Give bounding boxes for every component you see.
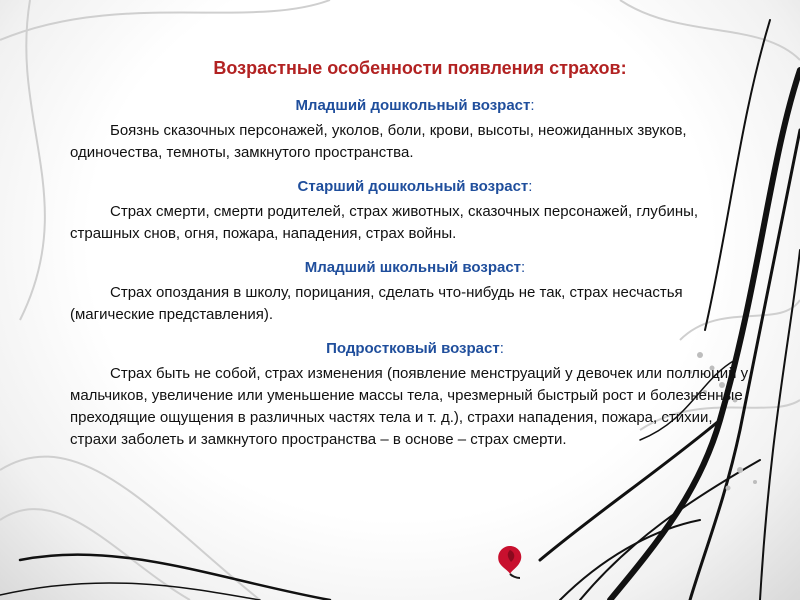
section-senior-preschool [70,178,760,245]
section-heading-colon: : [521,259,526,276]
section-text: Страх быть не собой, страх изменения (появление менструаций у девочек или поллюций у мальчиков, увеличение или уменьшение массы тела, чрезмерный быстрый рост и болезненные преходящие ощущения в различных частях тела и т. д.), страхи нападения, пожара, стихии, страхи заболеть и замкнутого пространства – в основе – страх смерти. [70,365,749,448]
section-heading [70,97,760,114]
section-heading-text: Младший школьный возраст [304,259,522,276]
section-heading [70,178,760,195]
section-junior-school [70,259,760,326]
section-heading-colon: : [499,340,504,357]
section-heading [70,340,760,357]
section-adolescent [70,340,760,451]
section-junior-preschool [70,97,760,164]
section-heading-colon: : [528,178,533,195]
section-heading-colon: : [530,97,535,114]
rose-icon [490,540,530,580]
section-heading [70,259,760,276]
slide-title: Возрастные особенности появления страхов: [213,58,627,78]
section-heading-text: Младший дошкольный возраст [295,97,531,114]
section-text: Страх смерти, смерти родителей, страх животных, сказочных персонажей, глубины, страшных снов, огня, пожара, нападения, страх войны. [70,203,699,242]
section-heading-text: Подростковый возраст [326,340,500,357]
section-text: Страх опоздания в школу, порицания, сделать что-нибудь не так, страх несчастья (магические представления). [70,284,683,323]
slide-content [70,50,760,465]
section-heading-text: Старший дошкольный возраст [297,178,529,195]
section-text: Боязнь сказочных персонажей, уколов, боли, крови, высоты, неожиданных звуков, одиночества, темноты, замкнутого пространства. [70,122,687,161]
